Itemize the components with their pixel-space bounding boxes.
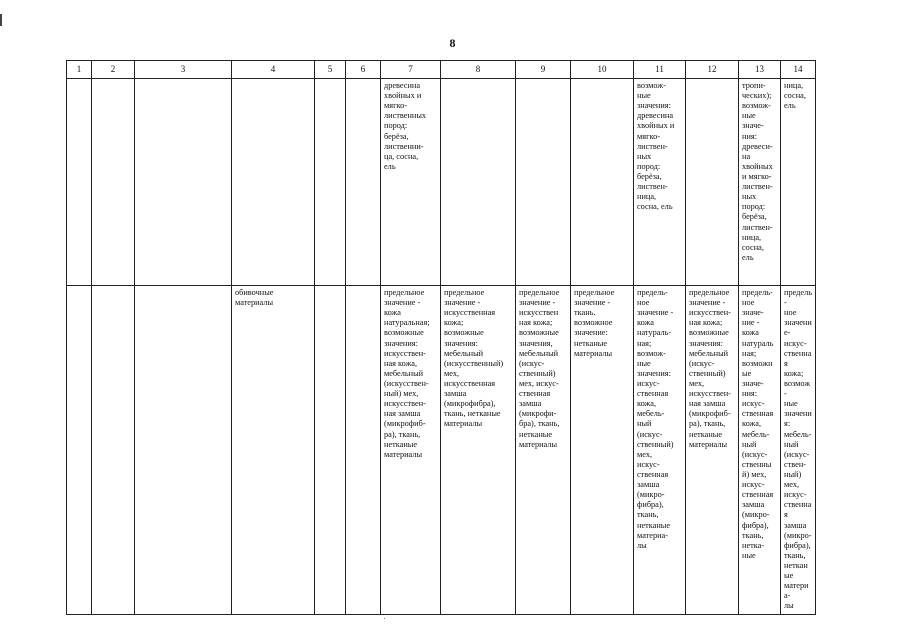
- column-number-1: 1: [67, 61, 92, 79]
- table-header-row: [67, 61, 816, 79]
- table-cell: предельное значение - ткань. возможное значение: нетканые материалы: [571, 286, 634, 615]
- table-cell: [346, 286, 381, 615]
- column-number-13: 13: [739, 61, 781, 79]
- column-number-11: 11: [634, 61, 686, 79]
- table-cell: [92, 79, 135, 286]
- scan-speck: [384, 618, 385, 619]
- column-number-6: 6: [346, 61, 381, 79]
- column-number-12: 12: [686, 61, 739, 79]
- table-cell: предельное значение - искусственная кожа; возможные значения: мебельный (искусственный) мех, искусственная замша (микрофибра), ткань, нетканые материалы: [441, 286, 516, 615]
- table-cell: [135, 286, 232, 615]
- table-cell: предель- ное значение- искус- ственная кожа; возмож- ные значения: мебель- ный (искус- ствен- ный) мех, искус- ственная замша (микро- фибра), ткань, нетканые материа- лы: [781, 286, 816, 615]
- table-cell: обивочные материалы: [232, 286, 315, 615]
- table-cell: [135, 79, 232, 286]
- table-cell: [516, 79, 571, 286]
- table-cell: [92, 286, 135, 615]
- column-number-10: 10: [571, 61, 634, 79]
- table-cell: древесина хвойных и мягко- лиственных пород: берёза, лиственни- ца, сосна, ель: [381, 79, 441, 286]
- column-number-9: 9: [516, 61, 571, 79]
- column-number-8: 8: [441, 61, 516, 79]
- table-cell: предельное значение - искусствен- ная кожа; возможные значения: мебельный (искус- ственный) мех, искусствен- ная замша (микрофиб- ра), ткань, нетканые материалы: [686, 286, 739, 615]
- table-cell: [67, 286, 92, 615]
- table-cell: [441, 79, 516, 286]
- column-number-14: 14: [781, 61, 816, 79]
- table-cell: [67, 79, 92, 286]
- table-cell: ница, сосна, ель: [781, 79, 816, 286]
- table-cell: [571, 79, 634, 286]
- table-cell: [315, 79, 346, 286]
- page-edge-mark: [0, 14, 2, 26]
- table-cell: предельное значение - искусствен ная кожа; возможные значения, мебельный (искус- ственный) мех, искус- ственная замша (микрофи- бра), ткань, нетканые материалы: [516, 286, 571, 615]
- table-cell: [315, 286, 346, 615]
- column-number-4: 4: [232, 61, 315, 79]
- column-number-7: 7: [381, 61, 441, 79]
- table-cell: возмож- ные значения: древесина хвойных и мягко- листвен- ных пород: берёза, листвен- ница, сосна, ель: [634, 79, 686, 286]
- table-cell: тропи- ческих); возмож- ные значе- ния: древеси- на хвойных и мягко- листвен- ных пород: берёза, листвен- ница, сосна, ель: [739, 79, 781, 286]
- table-cell: предель- ное значе- ние - кожа натураль ная; возможн ые значе- ния: искус- ственная кожа, мебель- ный (искус- ственны й) мех, искус- ственная замша (микро- фибра), ткань, нетка- ные: [739, 286, 781, 615]
- column-number-2: 2: [92, 61, 135, 79]
- page-number: 8: [449, 36, 456, 50]
- column-number-5: 5: [315, 61, 346, 79]
- table-row: [67, 79, 816, 286]
- table-cell: [346, 79, 381, 286]
- table-cell: [686, 79, 739, 286]
- table-cell: предельное значение - кожа натуральная; возможные значения: искусствен- ная кожа, мебельный (искусствен- ный) мех, искусствен- ная замша (микрофиб- ра), ткань, нетканые материалы: [381, 286, 441, 615]
- column-number-3: 3: [135, 61, 232, 79]
- specification-table: [66, 60, 816, 615]
- table-cell: [232, 79, 315, 286]
- table-cell: предель- ное значение - кожа натураль- ная; возмож- ные значения: искус- ственная кожа, мебель- ный (искус- ственный) мех, искус- ственная замша (микро- фибра), ткань, нетканые материа- лы: [634, 286, 686, 615]
- table-row: [67, 286, 816, 615]
